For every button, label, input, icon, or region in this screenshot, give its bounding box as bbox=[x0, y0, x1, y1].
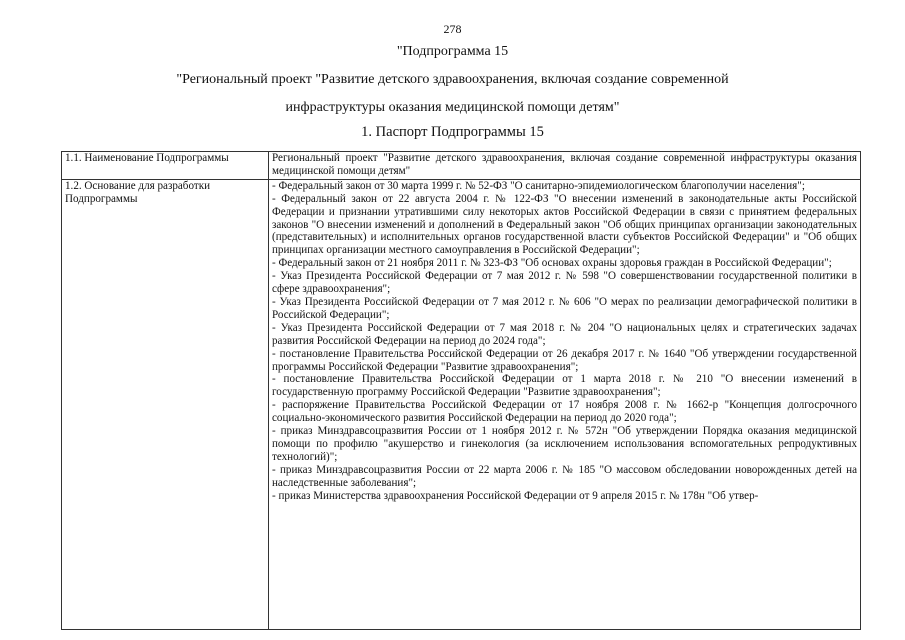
row-value-basis bbox=[269, 179, 861, 629]
subprogram-title: "Подпрограмма 15 bbox=[396, 44, 509, 59]
list-item: - распоряжение Правительства Российской Федерации от 17 ноября 2008 г. № 1662-р "Концепция долгосрочного социально-экономического развития Российской Федерации на период до 2020 года"; bbox=[272, 399, 857, 425]
list-item: - Федеральный закон от 30 марта 1999 г. № 52-ФЗ "О санитарно-эпидемиологическом благополучии населения"; bbox=[272, 179, 805, 192]
list-item: - Федеральный закон от 21 ноября 2011 г. № 323-ФЗ "Об основах охраны здоровья граждан в Российской Федерации"; bbox=[272, 257, 832, 270]
project-title-line-1: "Региональный проект "Развитие детского здравоохранения, включая создание современной bbox=[176, 72, 729, 87]
list-item: - постановление Правительства Российской Федерации от 1 марта 2018 г. № 210 "О внесении изменений в государственную программу Российской Федерации "Развитие здравоохранения"; bbox=[272, 373, 857, 399]
list-item: - Указ Президента Российской Федерации от 7 мая 2018 г. № 204 "О национальных целях и стратегических задачах развития Российской Федерации на период до 2024 года"; bbox=[272, 321, 857, 347]
list-item: - приказ Министерства здравоохранения Российской Федерации от 9 апреля 2015 г. № 178н "Об утвер- bbox=[272, 489, 759, 502]
list-item: - Указ Президента Российской Федерации от 7 мая 2012 г. № 606 "О мерах по реализации демографической политики в Российской Федерации"; bbox=[272, 295, 857, 321]
list-item: - приказ Минздравсоцразвития России от 22 марта 2006 г. № 185 "О массовом обследовании новорожденных детей на наследственные заболевания"; bbox=[272, 463, 857, 489]
list-item: - постановление Правительства Российской Федерации от 26 декабря 2017 г. № 1640 "Об утверждении государственной программы Российской Федерации "Развитие здравоохранения"; bbox=[272, 347, 857, 373]
passport-table bbox=[61, 151, 861, 630]
passport-title: 1. Паспорт Подпрограммы 15 bbox=[361, 124, 544, 140]
list-item: - приказ Минздравсоцразвития России от 1 ноября 2012 г. № 572н "Об утверждении Порядка оказания медицинской помощи по профилю "акушерство и гинекология (за исключением использования вспомогательных репродуктивных технологий)"; bbox=[272, 425, 857, 463]
list-item: - Указ Президента Российской Федерации от 7 мая 2012 г. № 598 "О совершенствовании государственной политики в сфере здравоохранения"; bbox=[272, 270, 857, 296]
project-title-line-2: инфраструктуры оказания медицинской помощи детям" bbox=[285, 100, 620, 115]
row-value-name: Региональный проект "Развитие детского здравоохранения, включая создание современной инфраструктуры оказания медицинской помощи детям" bbox=[269, 152, 861, 180]
table-row bbox=[62, 179, 861, 629]
row-label-basis: 1.2. Основание для разработки Подпрограммы bbox=[62, 179, 269, 629]
list-item: - Федеральный закон от 22 августа 2004 г. № 122-ФЗ "О внесении изменений в законодательные акты Российской Федерации и признании утратившими силу некоторых актов Российской Федерации в связи с принятием федеральных законов "О внесении изменений и дополнений в Федеральный закон "Об общих принципах организации законодательных (представительных) и исполнительных органов государственной власти субъектов Российской Федерации" и "Об общих принципах организации местного самоуправления в Российской Федерации"; bbox=[272, 192, 857, 257]
table-row bbox=[62, 152, 861, 180]
page-number: 278 bbox=[443, 22, 462, 36]
row-label-name: 1.1. Наименование Подпрограммы bbox=[62, 152, 269, 180]
basis-list bbox=[272, 180, 857, 628]
